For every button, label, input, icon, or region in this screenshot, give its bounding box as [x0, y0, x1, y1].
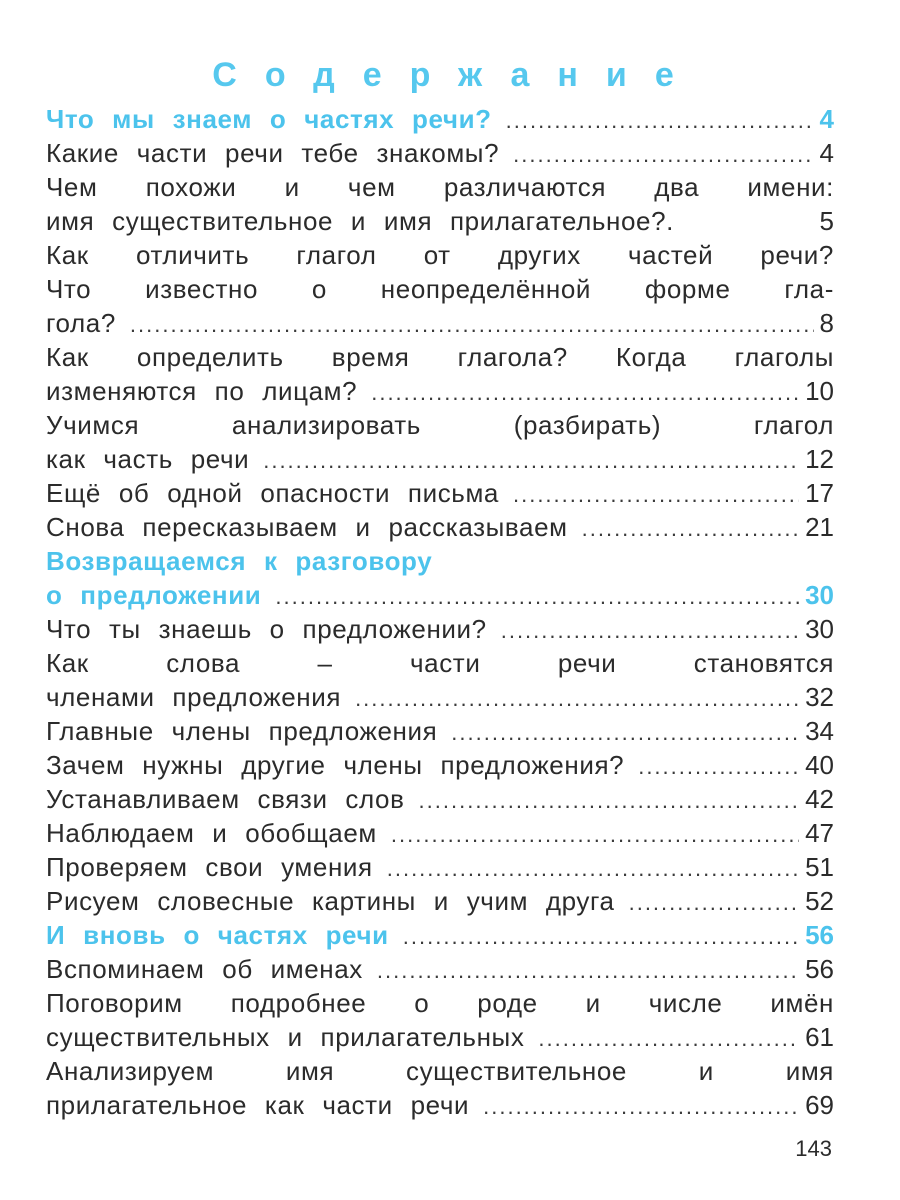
- toc-entry-text: Рисуем словесные картины и учим друга: [46, 886, 615, 916]
- toc-section-heading: [46, 918, 834, 952]
- toc-entry-text: Что мы знаем о частях речи?: [46, 104, 492, 134]
- toc-entry-text: Что известно о неопределённой форме гла-: [46, 274, 834, 304]
- toc-entry-text: Анализируем имя существительное и имя: [46, 1056, 834, 1086]
- toc-entry: [46, 986, 834, 1020]
- toc-entry: [46, 850, 834, 884]
- dot-leader: [451, 716, 799, 750]
- toc-section-heading: [46, 578, 834, 612]
- toc-entry-text: изменяются по лицам?: [46, 376, 358, 406]
- dot-leader: [387, 852, 799, 886]
- toc-entry: [46, 816, 834, 850]
- toc-entry: [46, 408, 834, 442]
- toc-entry-text: Поговорим подробнее о роде и числе имён: [46, 988, 834, 1018]
- toc-entry: [46, 340, 834, 374]
- dot-leader: [538, 1022, 799, 1056]
- dot-leader: [513, 138, 813, 172]
- dot-leader: [355, 682, 799, 716]
- toc-entry-text: Вспоминаем об именах: [46, 954, 363, 984]
- toc-entry: [46, 442, 834, 476]
- dot-leader: [130, 308, 814, 342]
- toc-entry-text: Как отличить глагол от других частей речи?: [46, 240, 834, 270]
- dot-leader: [513, 478, 799, 512]
- toc-page-number: 17: [805, 478, 834, 508]
- dot-leader: [275, 580, 799, 614]
- toc-entry: [46, 884, 834, 918]
- toc-entry: [46, 476, 834, 510]
- dot-leader: [506, 104, 814, 138]
- dot-leader: [263, 444, 799, 478]
- toc-entry-text: Что ты знаешь о предложении?: [46, 614, 487, 644]
- toc-entry-text: существительных и прилагательных: [46, 1022, 525, 1052]
- toc-entry: [46, 204, 834, 238]
- toc-entry-text: о предложении: [46, 580, 262, 610]
- toc-entry-text: Устанавливаем связи слов: [46, 784, 405, 814]
- dot-leader: [377, 954, 799, 988]
- toc-entry: [46, 714, 834, 748]
- toc-page-number: 8: [819, 308, 834, 338]
- toc-entry: [46, 952, 834, 986]
- toc-entry: [46, 1054, 834, 1088]
- toc-entry-text: Проверяем свои умения: [46, 852, 373, 882]
- toc-entry-text: Чем похожи и чем различаются два имени:: [46, 172, 834, 202]
- dot-leader: [629, 886, 799, 920]
- toc-page-number: 56: [805, 920, 834, 950]
- toc-page-number: 56: [805, 954, 834, 984]
- toc-page-number: 32: [805, 682, 834, 712]
- toc-section-heading: [46, 102, 834, 136]
- table-of-contents: [46, 102, 834, 1122]
- toc-entry-text: И вновь о частях речи: [46, 920, 389, 950]
- toc-entry: [46, 170, 834, 204]
- toc-entry: [46, 374, 834, 408]
- page-title: Содержание: [212, 56, 702, 94]
- dot-leader: [483, 1090, 799, 1124]
- toc-page-number: 42: [805, 784, 834, 814]
- dot-leader: [638, 750, 799, 784]
- toc-page-number: 5: [819, 206, 834, 236]
- dot-leader: [419, 784, 800, 818]
- toc-page-number: 51: [805, 852, 834, 882]
- toc-page-number: 34: [805, 716, 834, 746]
- toc-entry-text: членами предложения: [46, 682, 342, 712]
- dot-leader: [582, 512, 799, 546]
- toc-entry: [46, 510, 834, 544]
- toc-entry: [46, 238, 834, 272]
- toc-entry-text: Учимся анализировать (разбирать) глагол: [46, 410, 834, 440]
- toc-entry: [46, 748, 834, 782]
- toc-entry-text: Как определить время глагола? Когда глаголы: [46, 342, 834, 372]
- toc-page-number: 30: [805, 580, 834, 610]
- toc-entry-text: Снова пересказываем и рассказываем: [46, 512, 568, 542]
- toc-page-number: 4: [819, 138, 834, 168]
- toc-entry: [46, 136, 834, 170]
- toc-entry: [46, 1020, 834, 1054]
- toc-entry: [46, 680, 834, 714]
- dot-leader: [501, 614, 799, 648]
- toc-page-number: 40: [805, 750, 834, 780]
- dot-leader: [391, 818, 799, 852]
- toc-entry-text: Ещё об одной опасности письма: [46, 478, 499, 508]
- toc-entry-text: прилагательное как части речи: [46, 1090, 470, 1120]
- toc-entry: [46, 306, 834, 340]
- toc-entry-text: Зачем нужны другие члены предложения?: [46, 750, 625, 780]
- toc-page-number: 4: [819, 104, 834, 134]
- toc-entry: [46, 646, 834, 680]
- toc-entry-text: как часть речи: [46, 444, 250, 474]
- toc-section-heading: [46, 544, 834, 578]
- toc-entry-text: имя существительное и имя прилагательное?.: [46, 206, 674, 236]
- dot-leader: [403, 920, 799, 954]
- toc-page-number: 52: [805, 886, 834, 916]
- toc-page-number: 47: [805, 818, 834, 848]
- toc-page-number: 61: [805, 1022, 834, 1052]
- toc-page-number: 21: [805, 512, 834, 542]
- toc-entry-text: Возвращаемся к разговору: [46, 546, 433, 576]
- toc-entry-text: Главные члены предложения: [46, 716, 438, 746]
- toc-entry-text: Какие части речи тебе знакомы?: [46, 138, 500, 168]
- toc-page-number: 30: [805, 614, 834, 644]
- page-number: 143: [795, 1136, 832, 1161]
- toc-entry-text: гола?: [46, 308, 116, 338]
- toc-page-number: 10: [805, 376, 834, 406]
- toc-entry: [46, 782, 834, 816]
- toc-page-number: 69: [805, 1090, 834, 1120]
- toc-entry: [46, 272, 834, 306]
- toc-entry: [46, 1088, 834, 1122]
- toc-page-number: 12: [805, 444, 834, 474]
- toc-entry-text: Как слова – части речи становятся: [46, 648, 834, 678]
- toc-entry-text: Наблюдаем и обобщаем: [46, 818, 377, 848]
- dot-leader: [371, 376, 799, 410]
- toc-entry: [46, 612, 834, 646]
